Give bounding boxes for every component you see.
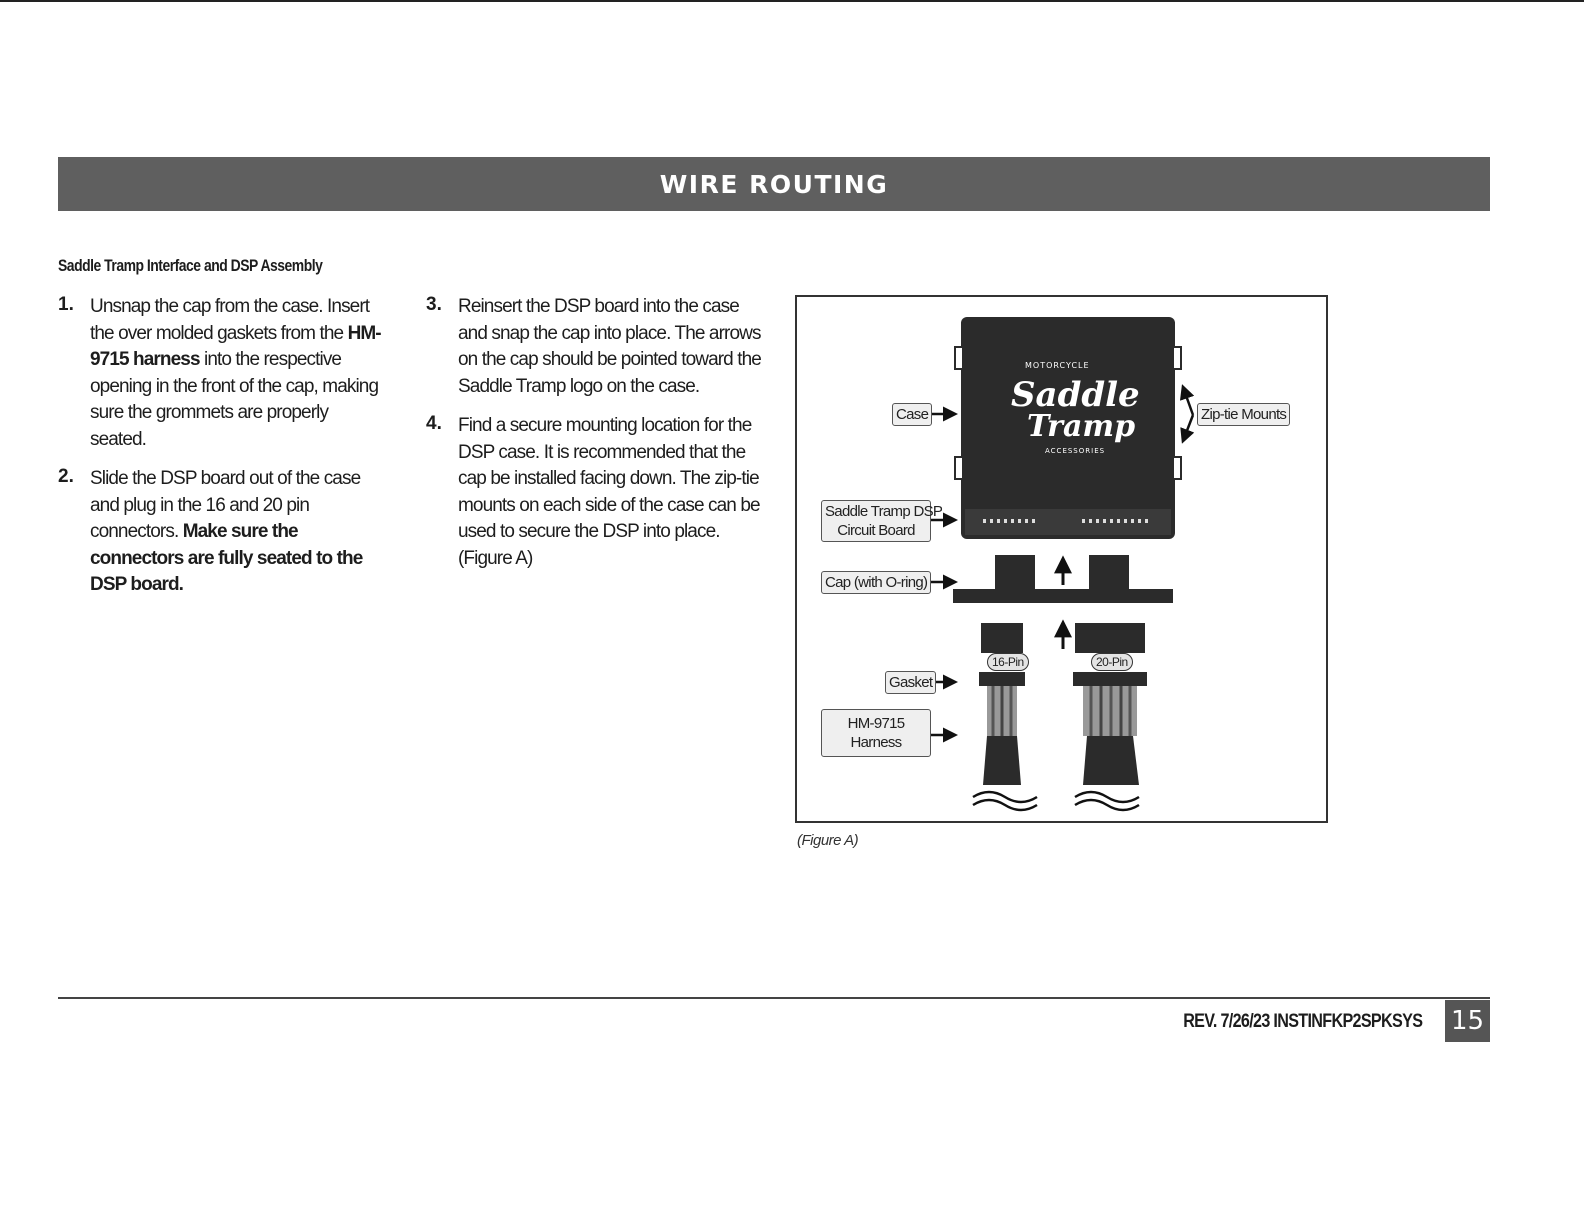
step-number: 1. bbox=[58, 294, 74, 315]
label-circuit-board-line1: Saddle Tramp DSP bbox=[825, 503, 943, 520]
revision-text: REV. 7/26/23 INSTINFKP2SPKSYS bbox=[1182, 1011, 1422, 1032]
logo-saddle: Saddle bbox=[1011, 375, 1140, 415]
label-zip-tie-mounts: Zip-tie Mounts bbox=[1197, 403, 1290, 426]
label-circuit-board bbox=[821, 500, 943, 542]
step-number: 4. bbox=[426, 413, 442, 434]
cap-base bbox=[953, 589, 1173, 603]
label-cap: Cap (with O-ring) bbox=[821, 571, 931, 594]
step-text-part: Slide the DSP board out of the case and plug in the 16 and 20 pin connectors. bbox=[90, 468, 361, 542]
logo-bottom-text: ACCESSORIES bbox=[1045, 447, 1106, 455]
cap-port-right bbox=[1089, 555, 1129, 591]
step-item bbox=[58, 466, 388, 599]
step-number: 3. bbox=[426, 294, 442, 315]
label-harness-line2: Harness bbox=[850, 734, 902, 751]
section-heading: Saddle Tramp Interface and DSP Assembly bbox=[58, 256, 323, 275]
step-text bbox=[90, 466, 388, 599]
harness-16pin bbox=[973, 623, 1037, 810]
section-banner bbox=[58, 157, 1490, 211]
step-text bbox=[458, 413, 766, 572]
step-item bbox=[58, 294, 388, 453]
step-item bbox=[426, 294, 766, 400]
step-text-part: Reinsert the DSP board into the case and snap the cap into place. The arrows on the cap should be pointed toward the Saddle Tramp logo on the case. bbox=[458, 296, 761, 397]
step-text bbox=[458, 294, 766, 400]
logo-tramp: Tramp bbox=[1027, 409, 1136, 444]
case-tab bbox=[1173, 457, 1181, 479]
page-number: 15 bbox=[1445, 1000, 1490, 1042]
label-case: Case bbox=[892, 403, 932, 426]
step-text-bold: HM-9715 harness bbox=[90, 322, 381, 370]
case-tab bbox=[955, 347, 963, 369]
step-item bbox=[426, 413, 766, 572]
case-tab bbox=[955, 457, 963, 479]
bottom-rule bbox=[58, 997, 1490, 999]
label-16-pin: 16-Pin bbox=[987, 653, 1029, 671]
harness-20pin bbox=[1073, 623, 1147, 810]
case-tab bbox=[1173, 347, 1181, 369]
step-number: 2. bbox=[58, 466, 74, 487]
logo-top-text: MOTORCYCLE bbox=[1025, 361, 1090, 370]
step-text-bold: Make sure the connectors are fully seated to the DSP board. bbox=[90, 521, 363, 595]
steps-column-2 bbox=[426, 294, 766, 585]
label-harness bbox=[821, 709, 931, 757]
label-harness-line1: HM-9715 bbox=[847, 715, 905, 732]
step-text-part: into the respective opening in the front of the cap, making sure the grommets are properly seated. bbox=[90, 349, 379, 450]
step-text-part: Unsnap the cap from the case. Insert the over molded gaskets from the bbox=[90, 296, 370, 344]
step-text bbox=[90, 294, 388, 453]
cap-port-left bbox=[995, 555, 1035, 591]
banner-title: WIRE ROUTING bbox=[659, 169, 889, 199]
label-circuit-board-line2: Circuit Board bbox=[837, 522, 915, 539]
label-20-pin: 20-Pin bbox=[1091, 653, 1133, 671]
top-rule bbox=[0, 0, 1584, 2]
label-gasket: Gasket bbox=[885, 671, 936, 694]
step-text-part: Find a secure mounting location for the DSP case. It is recommended that the cap be installed facing down. The zip-tie mounts on each side of the case can be used to secure the DSP into place. (Figure A) bbox=[458, 415, 760, 569]
steps-column-1 bbox=[58, 294, 388, 612]
figure-a bbox=[795, 295, 1328, 823]
figure-caption: (Figure A) bbox=[797, 832, 859, 849]
